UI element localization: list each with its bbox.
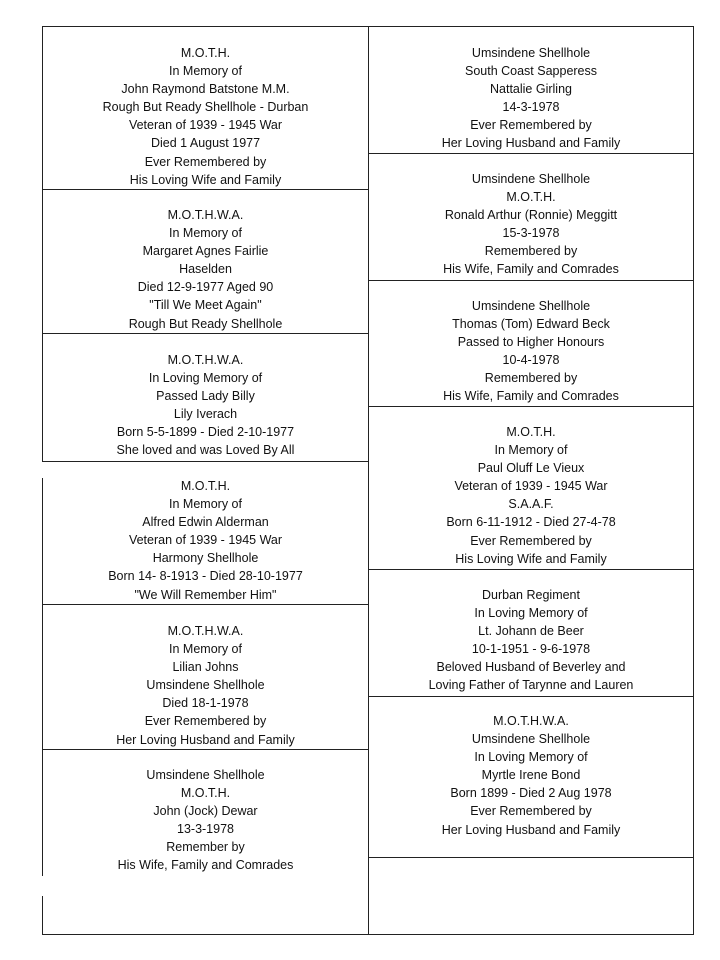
notice-line: Veteran of 1939 - 1945 War [128, 118, 283, 133]
notice-line: She loved and was Loved By All [116, 443, 295, 458]
notice-line: Harmony Shellhole [152, 551, 259, 566]
notice-line: Umsindene Shellhole [146, 768, 265, 782]
notice-line: His Loving Wife and Family [129, 172, 282, 187]
notice-line: Ever Remembered by [470, 533, 592, 548]
notice-line: Paul Oluff Le Vieux [477, 461, 585, 476]
notice-line: Rough But Ready Shellhole - Durban [102, 100, 309, 115]
notice-line: John Raymond Batstone M.M. [121, 82, 290, 97]
notice-alderman [43, 477, 368, 604]
notice-line: South Coast Sapperess [464, 64, 598, 79]
notice-line: Ever Remembered by [144, 714, 267, 729]
notice-line: 15-3-1978 [502, 226, 560, 241]
left-row-divider [42, 189, 368, 190]
notice-line: Umsindene Shellhole [471, 732, 591, 747]
notice-line: In Memory of [169, 497, 242, 512]
notice-line: Ever Remembered by [144, 154, 267, 169]
notice-line: Her Loving Husband and Family [441, 136, 621, 151]
notice-line: Born 5-5-1899 - Died 2-10-1977 [116, 425, 295, 440]
notice-johns [43, 622, 368, 749]
notice-le-vieux [369, 423, 693, 568]
notice-line: Nattalie Girling [490, 82, 572, 97]
notice-line: Alfred Edwin Alderman [142, 515, 269, 530]
left-border-lower [42, 896, 43, 934]
notice-line: Umsindene Shellhole [471, 172, 591, 186]
bottom-border [42, 934, 694, 935]
notice-line: Her Loving Husband and Family [441, 822, 621, 837]
notice-line: "We Will Remember Him" [134, 587, 277, 602]
right-border [693, 26, 694, 934]
notice-line: Passed Lady Billy [156, 389, 255, 404]
notice-line: Lilian Johns [172, 660, 239, 675]
notice-line: Myrtle Irene Bond [481, 768, 581, 783]
notice-line: In Memory of [169, 226, 242, 241]
notice-line: His Wife, Family and Comrades [117, 858, 294, 873]
notice-dewar [43, 766, 368, 875]
notice-line: M.O.T.H. [180, 786, 231, 801]
notice-line: Born 1899 - Died 2 Aug 1978 [450, 786, 612, 801]
notice-de-beer [369, 586, 693, 695]
notice-line: Born 14- 8-1913 - Died 28-10-1977 [108, 569, 303, 584]
notice-line: Rough But Ready Shellhole [128, 316, 283, 331]
notice-line: 10-1-1951 - 9-6-1978 [471, 642, 591, 657]
notice-beck [369, 297, 693, 406]
notice-line: M.O.T.H.W.A. [493, 714, 569, 728]
notice-line: In Memory of [494, 443, 568, 458]
notice-line: Veteran of 1939 - 1945 War [454, 479, 608, 494]
notice-line: M.O.T.H. [180, 46, 231, 60]
notice-line: M.O.T.H.W.A. [167, 353, 244, 367]
notice-line: Umsindene Shellhole [471, 299, 591, 313]
notice-line: Died 1 August 1977 [150, 136, 261, 151]
notice-girling [369, 44, 693, 153]
left-row-divider [42, 333, 368, 334]
notice-line: Beloved Husband of Beverley and [436, 660, 626, 675]
notice-line: Died 12-9-1977 Aged 90 [137, 280, 274, 295]
notice-line: Remembered by [484, 244, 578, 259]
right-row-divider [368, 569, 694, 570]
notice-line: Umsindene Shellhole [471, 46, 591, 60]
notice-line: 13-3-1978 [177, 822, 234, 837]
right-row-divider [368, 153, 694, 154]
notice-meggitt [369, 170, 693, 279]
notice-line: Umsindene Shellhole [146, 678, 265, 693]
notice-line: His Wife, Family and Comrades [443, 262, 619, 277]
notice-line: John (Jock) Dewar [153, 804, 258, 819]
notice-haselden [43, 206, 368, 333]
notice-line: M.O.T.H. [506, 190, 556, 205]
notice-line: S.A.A.F. [508, 497, 554, 512]
left-row-divider [42, 749, 368, 750]
notice-line: Thomas (Tom) Edward Beck [452, 317, 610, 332]
notice-line: Remember by [166, 840, 245, 855]
notice-line: Ever Remembered by [470, 118, 592, 133]
left-row-divider [42, 461, 368, 462]
notice-line: Haselden [179, 262, 232, 277]
notice-line: In Memory of [169, 64, 242, 79]
notice-line: His Wife, Family and Comrades [443, 389, 619, 404]
notice-line: Ronald Arthur (Ronnie) Meggitt [444, 208, 618, 223]
right-row-divider [368, 280, 694, 281]
notice-line: M.O.T.H.W.A. [167, 208, 244, 222]
notice-line: Born 6-11-1912 - Died 27-4-78 [446, 515, 616, 530]
notice-line: Died 18-1-1978 [162, 696, 249, 711]
notice-line: Durban Regiment [482, 588, 580, 602]
notice-line: In Loving Memory of [474, 750, 588, 765]
left-row-divider [42, 604, 368, 605]
notice-line: Lt. Johann de Beer [478, 624, 584, 639]
notice-line: Remembered by [484, 371, 578, 386]
notice-line: M.O.T.H.W.A. [167, 624, 244, 638]
notice-line: M.O.T.H. [506, 425, 556, 439]
notice-batstone [43, 44, 368, 189]
notice-line: Passed to Higher Honours [457, 335, 605, 350]
right-row-divider [368, 696, 694, 697]
notice-line: Lily Iverach [173, 407, 238, 422]
notice-line: 14-3-1978 [502, 100, 560, 115]
notice-bond [369, 712, 693, 839]
notice-line: "Till We Meet Again" [149, 298, 262, 313]
notice-line: In Memory of [169, 642, 242, 657]
right-row-divider [368, 857, 694, 858]
notice-line: In Loving Memory of [148, 371, 263, 386]
right-row-divider [368, 406, 694, 407]
notice-line: His Loving Wife and Family [455, 551, 607, 566]
notice-line: Veteran of 1939 - 1945 War [128, 533, 283, 548]
notice-iverach [43, 351, 368, 460]
notice-line: 10-4-1978 [502, 353, 560, 368]
notice-line: Her Loving Husband and Family [116, 732, 295, 747]
notice-line: Margaret Agnes Fairlie [142, 244, 269, 259]
notice-line: M.O.T.H. [180, 479, 231, 493]
notice-line: Loving Father of Tarynne and Lauren [428, 678, 634, 693]
notice-line: Ever Remembered by [470, 804, 592, 819]
notice-line: In Loving Memory of [474, 606, 588, 621]
